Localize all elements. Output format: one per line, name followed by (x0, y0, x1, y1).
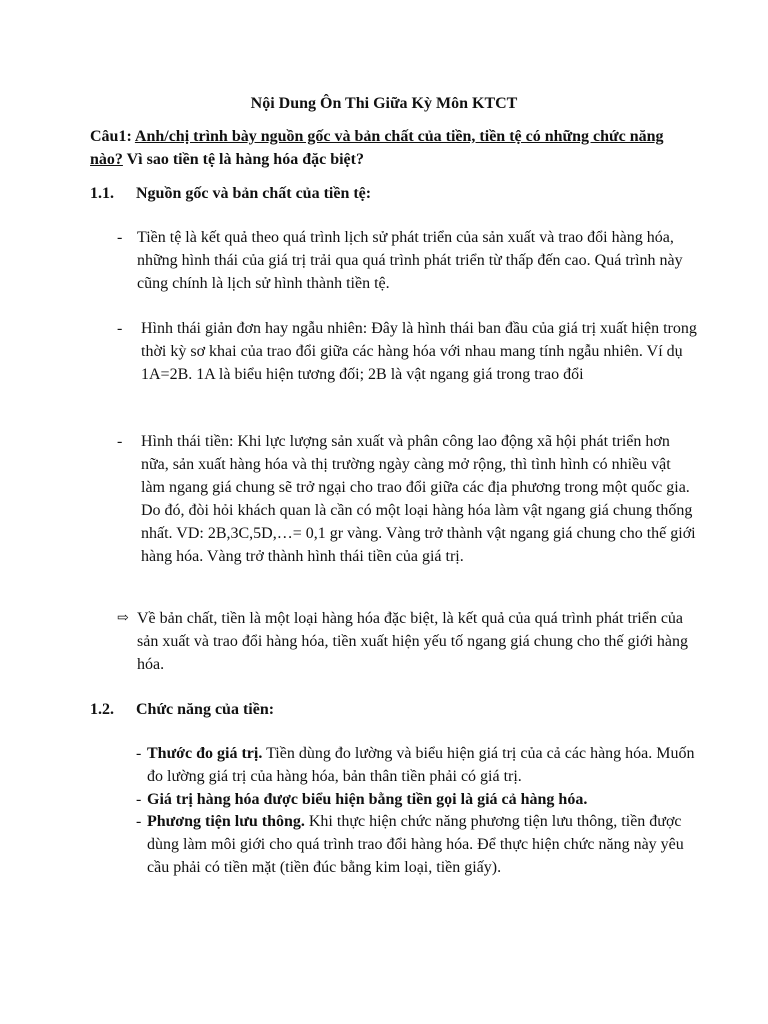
section-heading-1-1 (90, 182, 371, 205)
question-underlined-text: Anh/chị trình bày nguồn gốc và bản chất của tiền, tiền tệ có những chức năng nào? (90, 128, 664, 168)
function-text (147, 742, 696, 788)
function-name: Thước đo giá trị. (147, 745, 263, 762)
conclusion-item (117, 607, 697, 676)
question-1 (90, 125, 690, 171)
bullet-dash: - (136, 813, 142, 830)
function-name: Phương tiện lưu thông. (147, 813, 305, 830)
function-description: Khi thực hiện chức năng phương tiện lưu thông, tiền được dùng làm môi giới cho quá trình trao đổi hàng hóa. Để thực hiện chức năng này yêu cầu phải có tiền mặt (tiền đúc bằng kim loại, tiền giấy). (147, 813, 684, 876)
list-item (117, 317, 697, 386)
list-item-text: Hình thái giản đơn hay ngẫu nhiên: Đây là hình thái ban đầu của giá trị xuất hiện trong thời kỳ sơ khai của trao đổi giữa các hàng hóa với nhau mang tính ngẫu nhiên. Ví dụ 1A=2B. 1A là biểu hiện tương đối; 2B là vật ngang giá trong trao đổi (141, 320, 697, 383)
bullet-dash: - (117, 433, 123, 450)
section-number: 1.2. (90, 701, 114, 718)
list-item-text: Tiền tệ là kết quả theo quá trình lịch sử phát triển của sản xuất và trao đổi hàng hóa, những hình thái của giá trị trải qua quá trình phát triển từ thấp đến cao. Quá trình này cũng chính là lịch sử hình thành tiền tệ. (137, 229, 683, 292)
function-item (136, 810, 696, 879)
conclusion-text: Về bản chất, tiền là một loại hàng hóa đặc biệt, là kết quả của quá trình phát triển của sản xuất và trao đổi hàng hóa, tiền xuất hiện yếu tố ngang giá chung cho thế giới hàng hóa. (137, 610, 688, 673)
section-heading-1-2 (90, 698, 274, 721)
document-title: Nội Dung Ôn Thi Giữa Kỳ Môn KTCT (250, 95, 518, 112)
section-number: 1.1. (90, 185, 114, 202)
function-text (147, 810, 696, 879)
list-item-text: Hình thái tiền: Khi lực lượng sản xuất và phân công lao động xã hội phát triển hơn nữa, sản xuất hàng hóa và thị trường ngày càng mở rộng, thì tình hình có nhiều vật làm ngang giá chung sẽ trở ngại cho trao đổi giữa các địa phương trong một quốc gia. Do đó, đòi hỏi khách quan là cần có một loại hàng hóa làm vật ngang giá chung thống nhất. VD: 2B,3C,5D,…= 0,1 gr vàng. Vàng trở thành vật ngang giá chung cho thế giới hàng hóa. Vàng trở thành hình thái tiền của giá trị. (141, 433, 696, 565)
function-name: Giá trị hàng hóa được biểu hiện bằng tiền gọi là giá cả hàng hóa. (147, 791, 588, 808)
function-description: Tiền dùng đo lường và biểu hiện giá trị của cả các hàng hóa. Muốn đo lường giá trị của hàng hóa, bản thân tiền phải có giá trị. (147, 745, 695, 785)
arrow-right-icon: ⇨ (117, 611, 129, 626)
list-item (117, 226, 697, 295)
bullet-dash: - (136, 791, 142, 808)
question-rest-text: Vì sao tiền tệ là hàng hóa đặc biệt? (126, 151, 364, 168)
bullet-dash: - (136, 745, 142, 762)
function-item (136, 788, 696, 811)
bullet-dash: - (117, 229, 123, 246)
bullet-dash: - (117, 320, 123, 337)
function-item (136, 742, 696, 788)
section-title: Nguồn gốc và bản chất của tiền tệ: (136, 185, 372, 202)
question-label: Câu1: (90, 128, 132, 145)
function-text (147, 788, 696, 811)
list-item (117, 430, 697, 568)
section-title: Chức năng của tiền: (136, 701, 275, 718)
